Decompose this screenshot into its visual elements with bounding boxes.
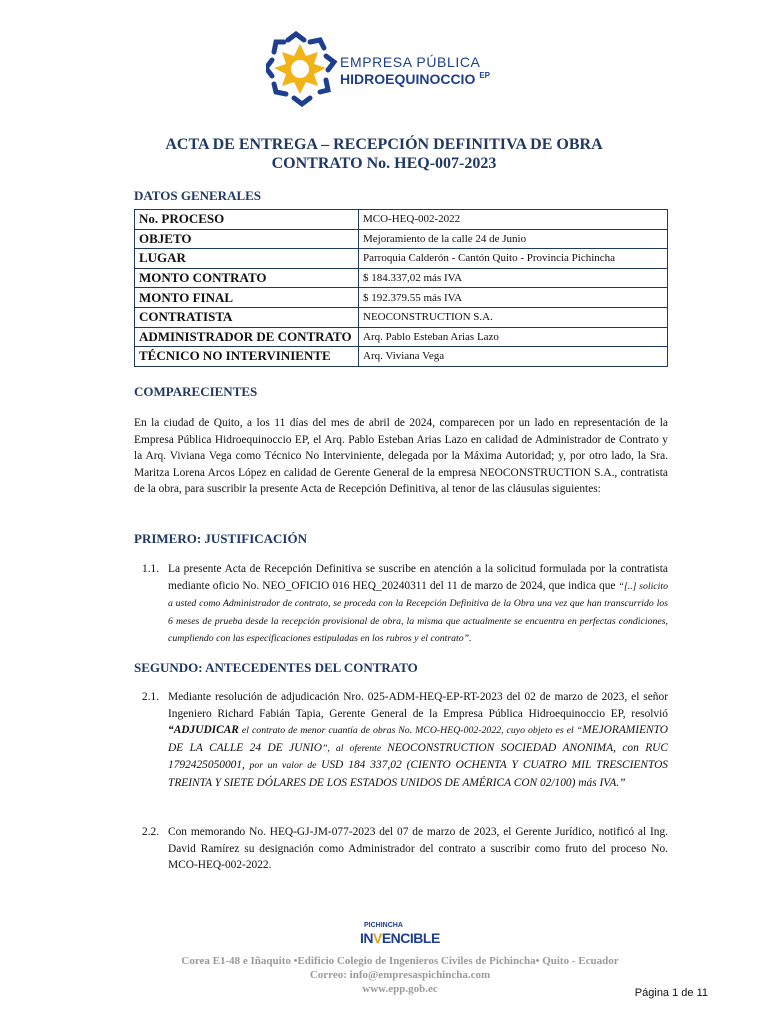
datos-row: [135, 229, 668, 249]
clause-number: 2.1.: [142, 691, 160, 703]
clause-caps-b: NEOCONSTRUCTION SOCIEDAD ANONIMA, con RUC 1792425050001,: [168, 741, 668, 772]
datos-row-label: ADMINISTRADOR DE CONTRATO: [135, 327, 359, 347]
clause-quote-a: el contrato de menor cuantía de obras No. MCO-HEQ-002-2022, cuyo objeto es el “: [238, 725, 583, 737]
clause-number: 2.2.: [142, 826, 160, 838]
clause-caps-c: USD 184 337,02 (CIENTO OCHENTA Y CUATRO MIL TRESCIENTOS TREINTA Y SIETE DÓLARES DE LOS ESTADOS UNIDOS DE AMÉRICA CON 02/100) más IVA.”: [168, 759, 668, 789]
datos-generales-table: [134, 209, 668, 367]
clause-2-1: [142, 689, 668, 792]
footer-address: Corea E1-48 e Iñaquito •Edificio Colegio de Ingenieros Civiles de Pichincha• Quito - Ecuador: [181, 955, 619, 967]
datos-row-value: Arq. Pablo Esteban Arias Lazo: [359, 327, 668, 347]
datos-row-value: NEOCONSTRUCTION S.A.: [359, 307, 668, 327]
section-heading-comparecientes: COMPARECIENTES: [134, 384, 258, 399]
datos-row-label: CONTRATISTA: [135, 307, 359, 327]
datos-row-label: OBJETO: [135, 229, 359, 249]
datos-row-value: $ 192.379.55 más IVA: [359, 288, 668, 308]
comparecientes-paragraph: En la ciudad de Quito, a los 11 días del mes de abril de 2024, comparecen por un lado en representación de la Empresa Pública Hidroequinoccio EP, el Arq. Pablo Esteban Arias Lazo en calidad de Administrador de Contrato y la Arq. Viviana Vega como Técnico No Interviniente, delegada por la Máxima Autoridad; y, por otro lado, la Sra. Maritza Lorena Arcos López en calidad de Gerente General de la empresa NEOCONSTRUCTION S.A., contratista de la obra, para suscribir la presente Acta de Recepción Definitiva, al tenor de las cláusulas siguientes:: [134, 417, 668, 496]
clause-text: La presente Acta de Recepción Definitiva se suscribe en atención a la solicitud formulada por la contratista mediante oficio No. NEO_OFICIO 016 HEQ_20240311 del 11 de marzo de 2024, que indica que: [168, 563, 668, 592]
datos-row-label: MONTO FINAL: [135, 288, 359, 308]
section-heading-segundo: SEGUNDO: ANTECEDENTES DEL CONTRATO: [134, 660, 418, 675]
company-logo: [266, 30, 516, 110]
datos-row-value: Mejoramiento de la calle 24 de Junio: [359, 229, 668, 249]
hidroequinoccio-logo-icon: [266, 30, 340, 110]
logo-ep-superscript: EP: [479, 71, 491, 81]
page-number: Página 1 de 11: [634, 987, 708, 999]
datos-row: [135, 288, 668, 308]
clause-number: 1.1.: [142, 563, 160, 575]
footer-logo-part-b: V: [373, 930, 382, 946]
datos-row: [135, 307, 668, 327]
logo-text-line1: EMPRESA PÚBLICA: [340, 54, 481, 70]
footer-logo-small-text: PICHINCHA: [364, 922, 403, 929]
clause-caps-a: MEJORAMIENTO DE LA CALLE 24 DE JUNIO: [168, 724, 668, 754]
section-heading-datos-generales: DATOS GENERALES: [134, 188, 262, 203]
datos-row-label: TÉCNICO NO INTERVINIENTE: [135, 347, 359, 367]
document-title: ACTA DE ENTREGA – RECEPCIÓN DEFINITIVA DE OBRA: [165, 136, 603, 153]
datos-row-label: No. PROCESO: [135, 210, 359, 230]
clause-quote-b: ”, al oferente: [321, 742, 388, 754]
footer-logo-part-c: ENCIBLE: [381, 930, 440, 946]
datos-row-label: LUGAR: [135, 249, 359, 269]
clause-bold-keyword: “ADJUDICAR: [168, 724, 239, 737]
clause-text: Mediante resolución de adjudicación Nro. 025-ADM-HEQ-EP-RT-2023 del 02 de marzo de 2023, el señor Ingeniero Richard Fabián Tapia, Gerente General de la Empresa Pública Hidroequinoccio EP, resolvió: [168, 691, 668, 720]
datos-row: [135, 327, 668, 347]
logo-brand-name: HIDROEQUINOCCIO: [340, 71, 476, 87]
datos-row-value: Arq. Viviana Vega: [359, 347, 668, 367]
section-heading-primero: PRIMERO: JUSTIFICACIÓN: [134, 531, 307, 546]
datos-row-value: Parroquia Calderón - Cantón Quito - Provincia Pichincha: [359, 249, 668, 269]
footer-logo-part-a: IN: [360, 930, 373, 946]
pichincha-invencible-logo: [360, 922, 440, 950]
clause-text: Con memorando No. HEQ-GJ-JM-077-2023 del 07 de marzo de 2023, el Gerente Jurídico, notificó al Ing. David Ramírez su designación como Administrador del contrato a suscribir como fruto del proceso No. MCO-HEQ-002-2022.: [168, 826, 668, 872]
clause-2-2: [142, 824, 668, 874]
footer-email: Correo: info@empresaspichincha.com: [309, 969, 491, 981]
datos-row: [135, 249, 668, 269]
clause-1-1: [142, 561, 668, 648]
clause-quote-c: por un valor de: [244, 760, 322, 772]
datos-row: [135, 347, 668, 367]
contract-number-title: CONTRATO No. HEQ-007-2023: [271, 155, 497, 172]
footer-website: www.epp.gob.ec: [362, 983, 438, 995]
datos-row-value: MCO-HEQ-002-2022: [359, 210, 668, 230]
datos-row-value: $ 184.337,02 más IVA: [359, 268, 668, 288]
datos-row: [135, 268, 668, 288]
clause-quote: “[..] solicito a usted como Administrador de contrato, se proceda con la Recepción Definitiva de la Obra una vez que han transcurrido los 6 meses de prueba desde la recepción provisional de obra, la misma que actualmente se encuentra en perfectas condiciones, cumpliendo con las especificaciones estipuladas en los rubros y el contrato”.: [168, 580, 668, 645]
datos-row-label: MONTO CONTRATO: [135, 268, 359, 288]
logo-text-line2: [340, 71, 490, 87]
datos-row: [135, 210, 668, 230]
footer-logo-big-text: [360, 930, 440, 946]
